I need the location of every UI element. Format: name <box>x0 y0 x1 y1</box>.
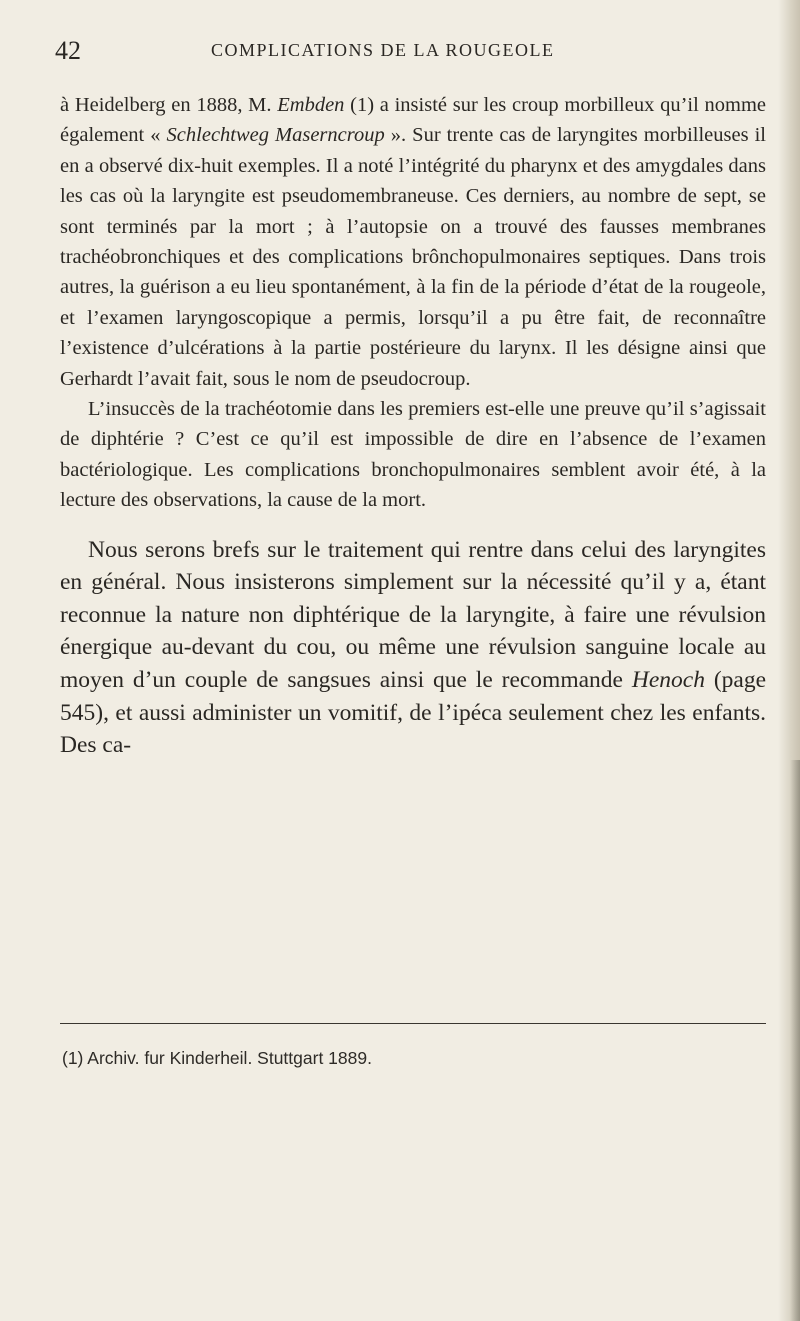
paragraph-3 <box>60 534 766 762</box>
paragraph-3-text-a: Nous serons brefs sur le traitement qui rentre dans celui des laryngites en général. Nous insisterons simplement sur la nécessité qu’il y a, étant reconnue la nature non diphtérique de la laryngite, à faire une révulsion énergique au-devant du cou, ou même une révulsion sanguine locale au moyen d’un couple de sangsues ainsi que le recommande <box>60 536 766 694</box>
paragraph-1-text-b: (1) a insisté sur les croup morbilleux qu’il nomme également « <box>60 94 767 147</box>
author-henoch: Henoch <box>631 667 705 694</box>
binding-shadow <box>790 760 800 1321</box>
author-embden: Embden <box>277 94 345 116</box>
page-number: 42 <box>55 36 81 65</box>
page-header <box>55 36 755 66</box>
paragraph-3-text-b: (page 545), et aussi administer un vomitif, de l’ipéca seulement chez les enfants. Des ca- <box>60 667 767 759</box>
paragraph-1-text-a: à Heidelberg en 1888, M. <box>60 94 278 116</box>
paragraph-1 <box>60 90 766 394</box>
running-head: COMPLICATIONS DE LA ROUGEOLE <box>211 40 555 60</box>
term-maserncroup: Schlechtweg Maserncroup <box>166 124 385 147</box>
paragraph-1-text-c: ». Sur trente cas de laryngites morbilleuses il en a observé dix-huit exemples. Il a noté l’intégrité du pharynx et des amygdales dans les cas où la laryngite est pseudomembraneuse. Ces derniers, au nombre de sept, se sont terminés par la mort ; à l’autopsie on a trouvé des fausses membranes trachéobronchiques et des complications brônchopulmonaires septiques. Dans trois autres, la guérison a eu lieu spontanément, à la fin de la période d’état de la rougeole, et l’examen laryngoscopique a permis, lorsqu’il a pu être fait, de reconnaître l’existence d’ulcérations à la partie postérieure du larynx. Il les désigne ainsi que Gerhardt l’avait fait, sous le nom de pseudocroup. <box>60 124 766 390</box>
footnote: (1) Archiv. fur Kinderheil. Stuttgart 1889. <box>62 1048 372 1068</box>
footnote-divider <box>60 1023 766 1024</box>
paragraph-2: L’insuccès de la trachéotomie dans les premiers est-elle une preuve qu’il s’agissait de diphtérie ? C’est ce qu’il est impossible de dire en l’absence de l’examen bactériologique. Les complications bronchopulmonaires semblent avoir été, à la lecture des observations, la cause de la mort. <box>60 398 766 512</box>
body-text <box>60 90 766 762</box>
